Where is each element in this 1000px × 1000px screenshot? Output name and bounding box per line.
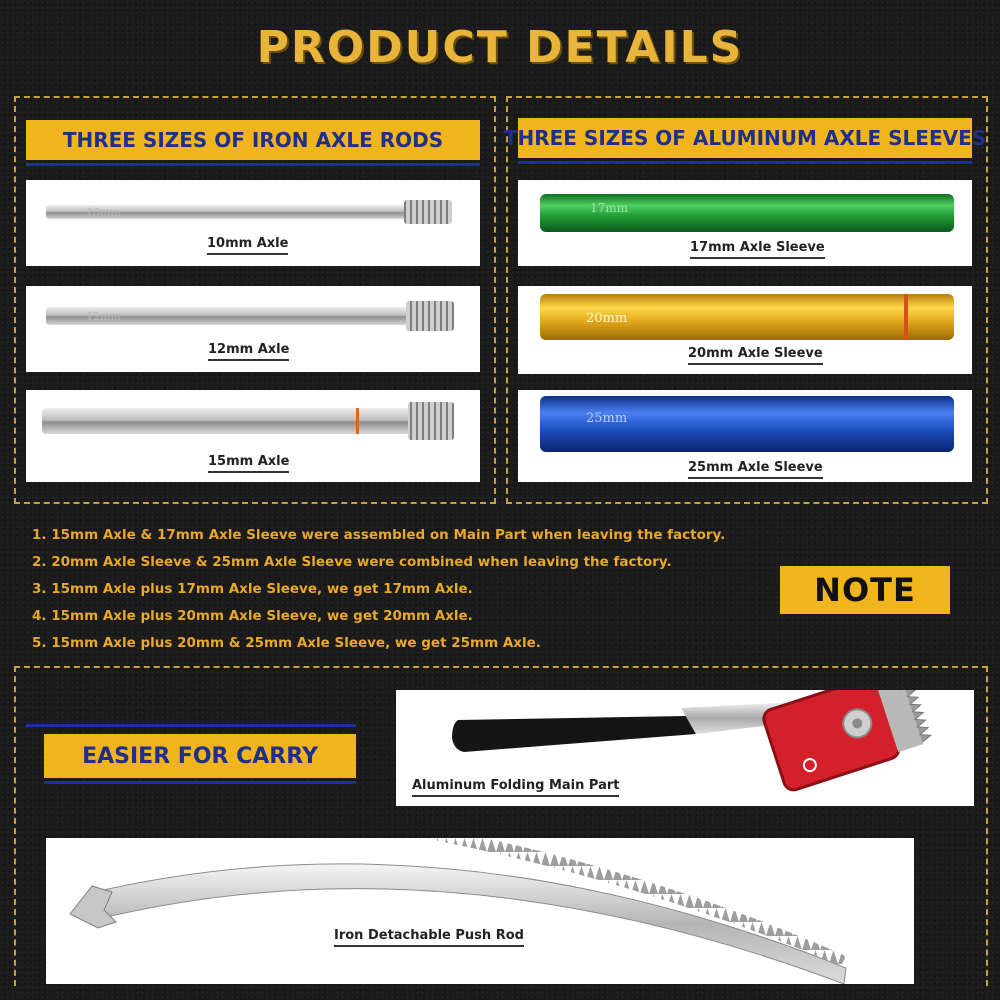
axle-card-10mm: [26, 180, 480, 266]
axle-card-15mm: [26, 390, 480, 482]
axle-15mm-caption: 15mm Axle: [208, 454, 289, 473]
note-item: 5. 15mm Axle plus 20mm & 25mm Axle Sleeve, we get 25mm Axle.: [32, 635, 541, 651]
note-item: 1. 15mm Axle & 17mm Axle Sleeve were assembled on Main Part when leaving the factory.: [32, 527, 726, 543]
carry-heading: [44, 734, 356, 778]
sleeve-20mm-image: [518, 290, 972, 350]
carry-heading-text: EASIER FOR CARRY: [82, 743, 318, 769]
axle-card-12mm: [26, 286, 480, 372]
sleeve-17mm-caption: 17mm Axle Sleeve: [690, 240, 825, 259]
heading-underline: [26, 163, 480, 166]
sleeve-17mm-image: [518, 188, 972, 248]
section-underline: [26, 724, 356, 727]
aluminum-sleeve-heading: [503, 118, 987, 158]
note-item: 3. 15mm Axle plus 17mm Axle Sleeve, we get 17mm Axle.: [32, 581, 473, 597]
sleeve-25mm-caption: 25mm Axle Sleeve: [688, 460, 823, 479]
note-item: 4. 15mm Axle plus 20mm Axle Sleeve, we get 20mm Axle.: [32, 608, 473, 624]
notes-list: [32, 524, 725, 659]
axle-10mm-caption: 10mm Axle: [207, 236, 288, 255]
axle-12mm-caption: 12mm Axle: [208, 342, 289, 361]
sleeve-card-20mm: [518, 286, 972, 374]
note-item: 2. 20mm Axle Sleeve & 25mm Axle Sleeve were combined when leaving the factory.: [32, 554, 672, 570]
sleeve-20mm-engraving: 20mm: [586, 311, 628, 326]
note-label: NOTE: [780, 566, 950, 614]
push-rod-card: [46, 838, 914, 984]
page-title: PRODUCT DETAILS: [256, 22, 744, 73]
axle-rod-15mm-image: [26, 396, 480, 460]
heading-underline: [44, 781, 356, 784]
axle-10mm-engraving: 10mm: [86, 206, 121, 219]
sleeve-20mm-caption: 20mm Axle Sleeve: [688, 346, 823, 365]
sleeve-card-17mm: [518, 180, 972, 266]
sleeve-17mm-engraving: 17mm: [590, 201, 629, 215]
iron-axle-heading: [26, 120, 480, 160]
push-rod-image: [46, 838, 914, 984]
push-rod-caption: Iron Detachable Push Rod: [334, 928, 524, 947]
heading-underline: [518, 161, 972, 164]
sleeve-25mm-image: [518, 394, 972, 458]
axle-12mm-engraving: 12mm: [86, 310, 121, 323]
sleeve-25mm-engraving: 25mm: [586, 411, 628, 426]
aluminum-sleeve-heading-text: THREE SIZES OF ALUMINUM AXLE SLEEVES: [503, 126, 987, 150]
iron-axle-heading-text: THREE SIZES OF IRON AXLE RODS: [62, 128, 444, 152]
main-part-card: [396, 690, 974, 806]
sleeve-card-25mm: [518, 390, 972, 482]
main-part-caption: Aluminum Folding Main Part: [412, 778, 619, 797]
